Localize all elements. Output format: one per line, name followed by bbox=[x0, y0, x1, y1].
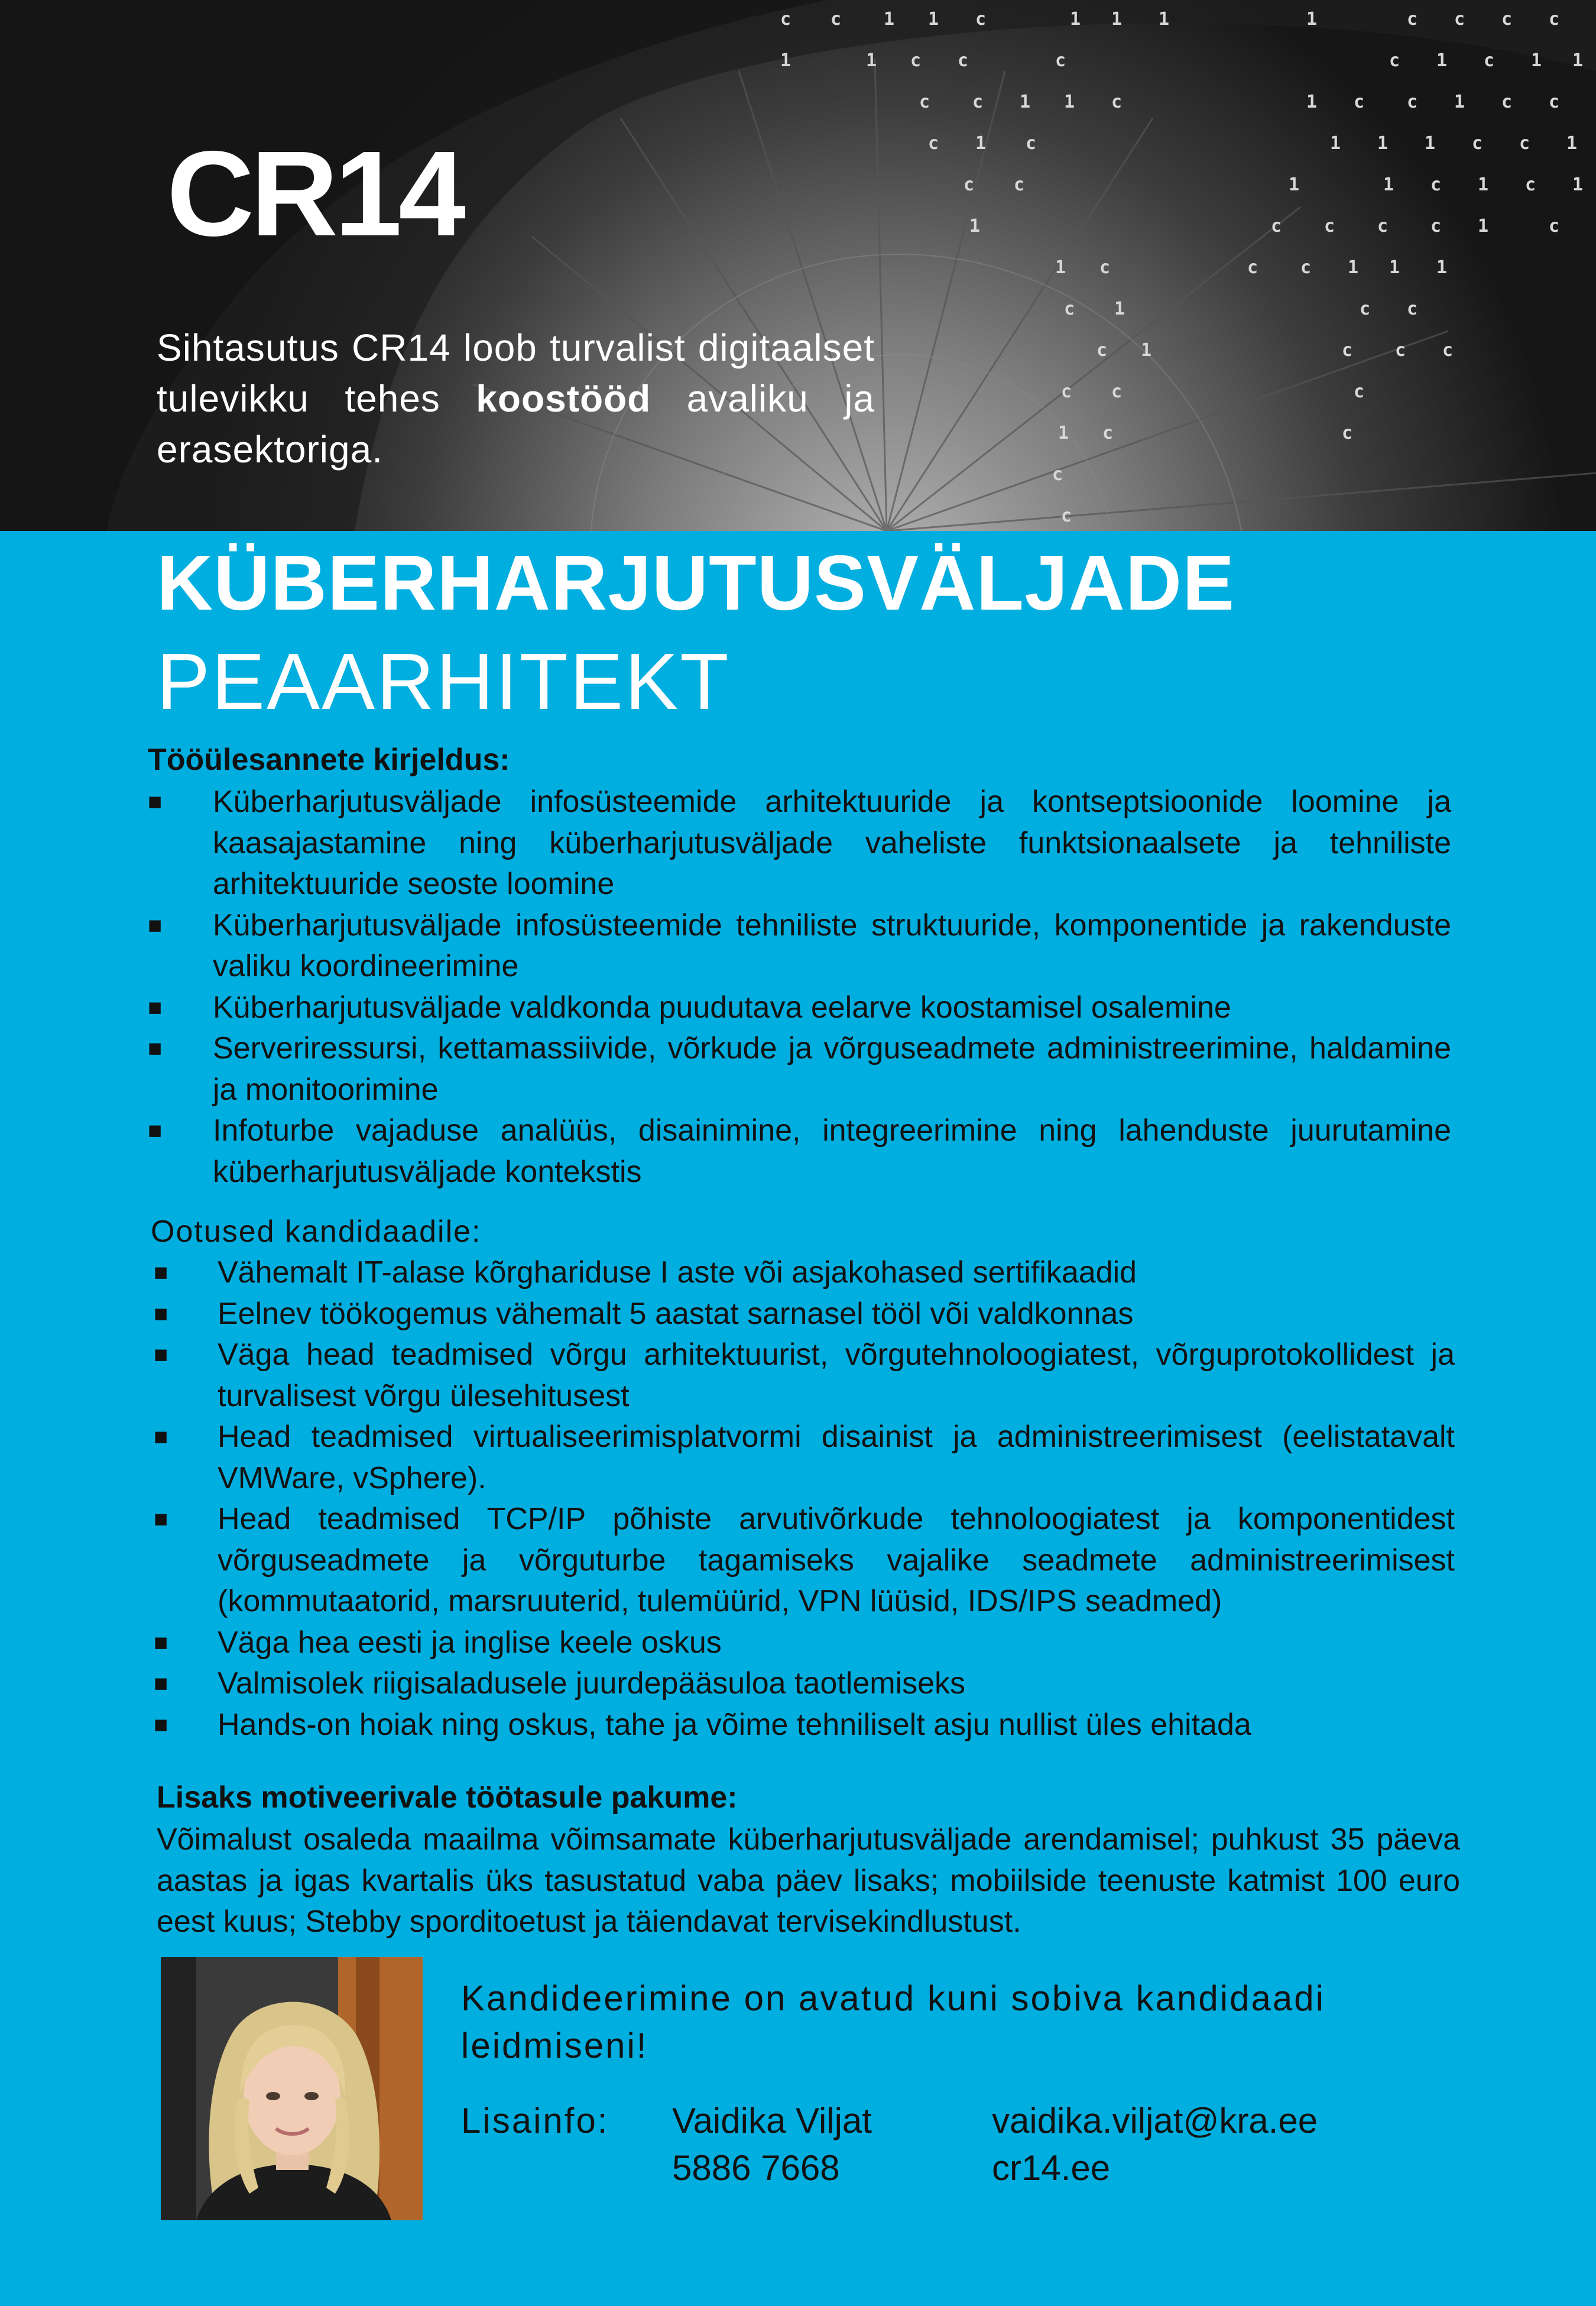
application-notice: Kandideerimine on avatud kuni sobiva kandidaadi leidmiseni! bbox=[461, 1978, 1325, 2065]
svg-text:1: 1 bbox=[1070, 9, 1081, 30]
svg-text:c: c bbox=[1342, 340, 1353, 361]
svg-text:c: c bbox=[1354, 92, 1365, 112]
tagline-bold-word: koostööd bbox=[476, 377, 651, 420]
bullet-icon: ■ bbox=[154, 1259, 168, 1285]
svg-text:1: 1 bbox=[1114, 299, 1125, 319]
svg-text:c: c bbox=[1454, 9, 1465, 30]
svg-text:1: 1 bbox=[1348, 257, 1359, 278]
task-item bbox=[148, 905, 1451, 987]
svg-text:c: c bbox=[1360, 299, 1371, 319]
svg-text:1: 1 bbox=[1572, 50, 1584, 71]
svg-text:1: 1 bbox=[1478, 216, 1489, 237]
svg-text:1: 1 bbox=[1383, 174, 1394, 195]
svg-text:1: 1 bbox=[866, 50, 877, 71]
bullet-icon: ■ bbox=[154, 1342, 168, 1368]
tagline-text-end: avaliku ja erasektoriga. bbox=[157, 377, 875, 471]
svg-text:1: 1 bbox=[1531, 50, 1542, 71]
tasks-list bbox=[148, 782, 1451, 1193]
svg-text:1: 1 bbox=[1306, 92, 1318, 112]
bullet-icon: ■ bbox=[148, 994, 163, 1021]
svg-text:c: c bbox=[1354, 381, 1365, 402]
svg-text:1: 1 bbox=[1478, 174, 1489, 195]
svg-text:1: 1 bbox=[1020, 92, 1031, 112]
svg-text:c: c bbox=[1342, 423, 1353, 443]
svg-text:1: 1 bbox=[1289, 174, 1300, 195]
svg-text:1: 1 bbox=[1306, 9, 1318, 30]
contact-email-link[interactable]: vaidika.viljat@kra.ee bbox=[992, 2101, 1318, 2140]
requirement-item bbox=[154, 1499, 1455, 1622]
svg-text:c: c bbox=[1102, 423, 1114, 443]
svg-text:c: c bbox=[1525, 174, 1536, 195]
svg-text:1: 1 bbox=[1436, 50, 1448, 71]
website-link[interactable]: cr14.ee bbox=[992, 2148, 1111, 2188]
cr14-logo: CR14 bbox=[167, 126, 463, 261]
task-item-text: Küberharjutusväljade infosüsteemide tehniliste struktuuride, komponentide ja rakenduste valiku koordineerimine bbox=[213, 908, 1451, 983]
svg-text:1: 1 bbox=[1330, 133, 1341, 154]
bullet-icon: ■ bbox=[148, 1118, 163, 1144]
requirement-item bbox=[154, 1622, 1455, 1664]
hero-tagline bbox=[157, 322, 875, 475]
svg-text:c: c bbox=[910, 50, 922, 71]
svg-text:c: c bbox=[1407, 92, 1418, 112]
svg-text:c: c bbox=[1099, 257, 1111, 278]
requirements-list bbox=[154, 1252, 1455, 1745]
svg-text:c: c bbox=[1407, 9, 1418, 30]
svg-text:c: c bbox=[1052, 464, 1063, 485]
requirement-item bbox=[154, 1663, 1455, 1705]
svg-text:c: c bbox=[1501, 92, 1513, 112]
bullet-icon: ■ bbox=[154, 1424, 168, 1450]
svg-text:c: c bbox=[975, 9, 987, 30]
svg-text:1: 1 bbox=[1572, 174, 1584, 195]
svg-text:c: c bbox=[1111, 92, 1123, 112]
job-title-line2: PEAARHITEKT bbox=[157, 637, 731, 726]
svg-text:1: 1 bbox=[1436, 257, 1448, 278]
portrait-avatar bbox=[161, 1957, 423, 2220]
task-item-text: Serveriressursi, kettamassiivide, võrkude ja võrguseadmete administreerimine, haldamine ja monitoorimine bbox=[213, 1031, 1451, 1107]
svg-text:c: c bbox=[780, 9, 791, 30]
task-item-text: Küberharjutusväljade infosüsteemide arhitektuuride ja kontseptsioonide loomine ja kaasajastamine ning küberharjutusväljade vaheliste funktsionaalsete ja tehniliste arhitektuuride seoste loomine bbox=[213, 785, 1451, 901]
requirement-item bbox=[154, 1252, 1455, 1294]
requirement-item-text: Väga head teadmised võrgu arhitektuurist, võrgutehnoloogiatest, võrguprotokollidest ja turvalisest võrgu ülesehitusest bbox=[218, 1337, 1455, 1413]
task-item bbox=[148, 1110, 1451, 1193]
requirement-item-text: Valmisolek riigisaladusele juurdepääsuloa taotlemiseks bbox=[218, 1666, 966, 1701]
requirement-item-text: Vähemalt IT-alase kõrghariduse I aste või asjakohased sertifikaadid bbox=[218, 1255, 1137, 1290]
requirements-heading: Ootused kandidaadile: bbox=[151, 1214, 482, 1249]
svg-text:c: c bbox=[1055, 50, 1066, 71]
bullet-icon: ■ bbox=[154, 1506, 168, 1532]
task-item bbox=[148, 987, 1451, 1029]
svg-text:c: c bbox=[964, 174, 975, 195]
svg-text:c: c bbox=[1014, 174, 1025, 195]
svg-text:c: c bbox=[1549, 9, 1560, 30]
svg-text:c: c bbox=[831, 9, 842, 30]
svg-text:c: c bbox=[1247, 257, 1258, 278]
svg-text:c: c bbox=[1097, 340, 1108, 361]
hero-banner bbox=[0, 0, 1596, 531]
contact-label: Lisainfo: bbox=[461, 2101, 609, 2140]
svg-text:c: c bbox=[1377, 216, 1389, 237]
svg-text:1: 1 bbox=[1454, 92, 1465, 112]
svg-text:1: 1 bbox=[928, 9, 939, 30]
svg-text:c: c bbox=[1026, 133, 1037, 154]
task-item bbox=[148, 782, 1451, 905]
bullet-icon: ■ bbox=[154, 1670, 168, 1696]
svg-text:1: 1 bbox=[884, 9, 895, 30]
svg-text:c: c bbox=[1111, 381, 1123, 402]
bullet-icon: ■ bbox=[154, 1711, 168, 1738]
svg-text:c: c bbox=[1430, 216, 1442, 237]
svg-text:c: c bbox=[919, 92, 930, 112]
svg-text:c: c bbox=[1549, 216, 1560, 237]
svg-text:c: c bbox=[1061, 381, 1072, 402]
requirement-item-text: Hands-on hoiak ning oskus, tahe ja võime tehniliselt asju nullist üles ehitada bbox=[218, 1707, 1251, 1742]
svg-text:c: c bbox=[1389, 50, 1400, 71]
svg-text:1: 1 bbox=[1377, 133, 1389, 154]
svg-text:1: 1 bbox=[1159, 9, 1170, 30]
svg-text:1: 1 bbox=[1111, 9, 1123, 30]
svg-text:c: c bbox=[1324, 216, 1335, 237]
requirement-item-text: Eelnev töökogemus vähemalt 5 aastat sarnasel tööl või valdkonnas bbox=[218, 1296, 1134, 1331]
benefits-text: Võimalust osaleda maailma võimsamate küberharjutusväljade arendamisel; puhkust 35 päeva aastas ja igas kvartalis üks tasustatud vaba päev lisaks; mobiilside teenuste katmist 100 euro eest kuus; Stebby sporditoetust ja täiendavat tervisekindlustust. bbox=[157, 1822, 1460, 1939]
bullet-icon: ■ bbox=[154, 1629, 168, 1656]
svg-text:c: c bbox=[1472, 133, 1483, 154]
svg-text:c: c bbox=[1549, 92, 1560, 112]
requirement-item bbox=[154, 1294, 1455, 1335]
task-item-text: Küberharjutusväljade valdkonda puudutava eelarve koostamisel osalemine bbox=[213, 990, 1231, 1025]
contact-name: Vaidika Viljat bbox=[672, 2101, 872, 2140]
svg-text:1: 1 bbox=[1425, 133, 1436, 154]
svg-text:c: c bbox=[1501, 9, 1513, 30]
requirement-item bbox=[154, 1417, 1455, 1499]
svg-text:1: 1 bbox=[1058, 423, 1069, 443]
svg-text:c: c bbox=[1300, 257, 1312, 278]
tagline-text-start: Sihtasutus CR14 loob turvalist digitaalset tulevikku tehes bbox=[157, 326, 875, 420]
svg-text:c: c bbox=[1442, 340, 1454, 361]
svg-text:1: 1 bbox=[969, 216, 981, 237]
svg-text:c: c bbox=[928, 133, 939, 154]
contact-person-photo bbox=[161, 1957, 423, 2220]
job-title-line1: KÜBERHARJUTUSVÄLJADE bbox=[157, 539, 1235, 626]
svg-text:1: 1 bbox=[1055, 257, 1066, 278]
bullet-icon: ■ bbox=[148, 1035, 163, 1061]
tasks-heading: Tööülesannete kirjeldus: bbox=[148, 743, 510, 777]
svg-text:1: 1 bbox=[1064, 92, 1075, 112]
benefits-heading: Lisaks motiveerivale töötasule pakume: bbox=[157, 1780, 738, 1815]
svg-text:c: c bbox=[1484, 50, 1495, 71]
svg-text:c: c bbox=[1061, 506, 1072, 526]
svg-text:c: c bbox=[1395, 340, 1406, 361]
svg-text:c: c bbox=[972, 92, 984, 112]
requirement-item-text: Head teadmised virtualiseerimisplatvormi disainist ja administreerimisest (eelistatavalt VMWare, vSphere). bbox=[218, 1420, 1455, 1495]
svg-text:1: 1 bbox=[780, 50, 791, 71]
svg-text:1: 1 bbox=[975, 133, 987, 154]
requirement-item bbox=[154, 1705, 1455, 1746]
bullet-icon: ■ bbox=[148, 912, 163, 938]
bullet-icon: ■ bbox=[154, 1300, 168, 1327]
svg-text:1: 1 bbox=[1141, 340, 1152, 361]
svg-text:1: 1 bbox=[1566, 133, 1578, 154]
requirement-item bbox=[154, 1335, 1455, 1417]
svg-text:c: c bbox=[1271, 216, 1282, 237]
requirement-item-text: Head teadmised TCP/IP põhiste arvutivõrkude tehnoloogiatest ja komponentidest võrguseadmete ja võrguturbe tagamiseks vajalike seadmete administreerimisest (kommutaatorid, marsruuterid, tulemüürid, VPN lüüsid, IDS/IPS seadmed) bbox=[218, 1502, 1455, 1618]
requirement-item-text: Väga hea eesti ja inglise keele oskus bbox=[218, 1625, 722, 1660]
contact-phone: 5886 7668 bbox=[672, 2148, 840, 2188]
task-item bbox=[148, 1028, 1451, 1110]
svg-text:c: c bbox=[1064, 299, 1075, 319]
svg-text:c: c bbox=[958, 50, 969, 71]
bullet-icon: ■ bbox=[148, 789, 163, 815]
svg-text:c: c bbox=[1519, 133, 1530, 154]
svg-text:c: c bbox=[1407, 299, 1418, 319]
svg-text:c: c bbox=[1430, 174, 1442, 195]
task-item-text: Infoturbe vajaduse analüüs, disainimine, integreerimine ning lahenduste juurutamine küberharjutusväljade kontekstis bbox=[213, 1113, 1451, 1189]
svg-text:1: 1 bbox=[1389, 257, 1400, 278]
